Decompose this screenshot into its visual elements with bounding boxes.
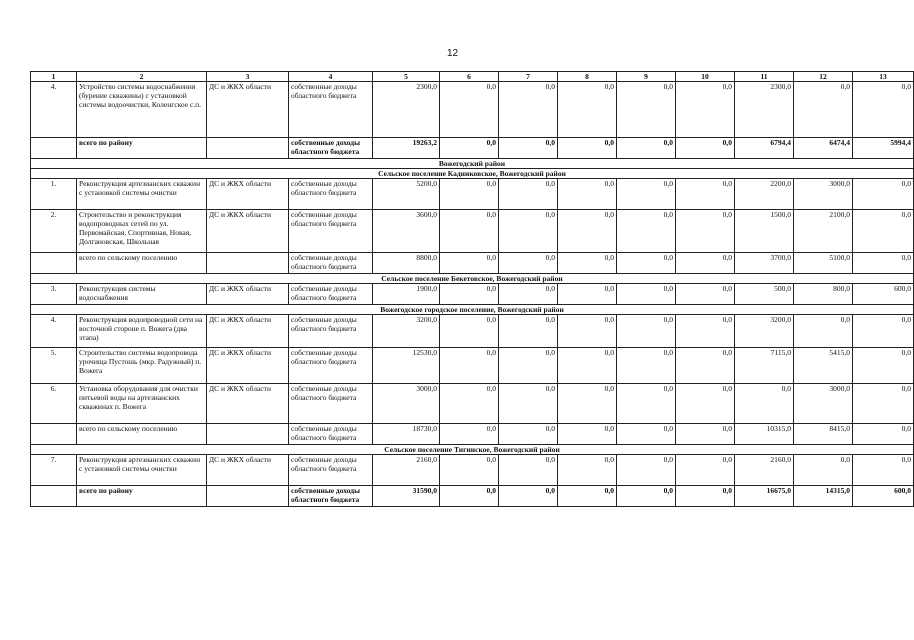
section-title: Сельское поселение Тигинское, Вожегодский район <box>31 445 914 455</box>
amount-cell: 800,0 <box>794 284 853 305</box>
amount-cell: 3200,0 <box>373 315 440 348</box>
amount-cell: 1500,0 <box>735 210 794 253</box>
budget-table <box>30 71 914 507</box>
amount-cell: 0,0 <box>440 138 499 159</box>
executor: ДС и ЖКХ области <box>207 210 289 253</box>
amount-cell: 0,0 <box>558 455 617 486</box>
amount-cell: 0,0 <box>853 210 914 253</box>
project-name: Установка оборудования для очистки питьевой воды на артезианских скважинах п. Вожега <box>77 384 207 424</box>
amount-cell: 0,0 <box>676 253 735 274</box>
amount-cell: 0,0 <box>676 179 735 210</box>
table-row <box>31 179 914 210</box>
funding-source: собственные доходы областного бюджета <box>289 82 373 138</box>
amount-cell: 0,0 <box>617 284 676 305</box>
amount-cell: 0,0 <box>617 82 676 138</box>
amount-cell: 0,0 <box>499 315 558 348</box>
amount-cell: 14315,0 <box>794 486 853 507</box>
amount-cell: 0,0 <box>440 253 499 274</box>
amount-cell: 0,0 <box>853 455 914 486</box>
column-number: 1 <box>31 72 77 82</box>
amount-cell: 0,0 <box>499 253 558 274</box>
funding-source: собственные доходы областного бюджета <box>289 486 373 507</box>
amount-cell: 7115,0 <box>735 348 794 384</box>
amount-cell: 600,0 <box>853 284 914 305</box>
column-number: 11 <box>735 72 794 82</box>
amount-cell: 0,0 <box>558 253 617 274</box>
amount-cell: 2100,0 <box>794 210 853 253</box>
section-header-row <box>31 305 914 315</box>
row-number: 1. <box>31 179 77 210</box>
table-row <box>31 455 914 486</box>
amount-cell: 0,0 <box>558 315 617 348</box>
amount-cell: 0,0 <box>676 486 735 507</box>
amount-cell: 0,0 <box>676 455 735 486</box>
page-number: 12 <box>446 48 459 59</box>
amount-cell: 0,0 <box>440 384 499 424</box>
column-number: 4 <box>289 72 373 82</box>
funding-source: собственные доходы областного бюджета <box>289 253 373 274</box>
executor: ДС и ЖКХ области <box>207 384 289 424</box>
amount-cell: 0,0 <box>853 348 914 384</box>
row-number: 5. <box>31 348 77 384</box>
amount-cell: 2300,0 <box>373 82 440 138</box>
amount-cell: 3700,0 <box>735 253 794 274</box>
project-name: Строительство и реконструкция водопроводных сетей по ул. Первомайская, Спортивная, Новая, Долгановская, Школьная <box>77 210 207 253</box>
amount-cell: 0,0 <box>558 82 617 138</box>
executor: ДС и ЖКХ области <box>207 455 289 486</box>
amount-cell: 1900,0 <box>373 284 440 305</box>
amount-cell: 19263,2 <box>373 138 440 159</box>
project-name: всего по району <box>77 138 207 159</box>
amount-cell: 2160,0 <box>373 455 440 486</box>
amount-cell: 0,0 <box>440 486 499 507</box>
amount-cell: 0,0 <box>499 138 558 159</box>
amount-cell: 0,0 <box>499 210 558 253</box>
column-number: 13 <box>853 72 914 82</box>
project-name: Реконструкция артезианских скважин с установкой системы очистки <box>77 455 207 486</box>
column-number: 3 <box>207 72 289 82</box>
amount-cell: 5200,0 <box>373 179 440 210</box>
funding-source: собственные доходы областного бюджета <box>289 384 373 424</box>
amount-cell: 18730,0 <box>373 424 440 445</box>
amount-cell: 0,0 <box>440 315 499 348</box>
amount-cell: 0,0 <box>735 384 794 424</box>
section-header-row <box>31 159 914 169</box>
amount-cell: 0,0 <box>853 315 914 348</box>
executor: ДС и ЖКХ области <box>207 315 289 348</box>
amount-cell: 0,0 <box>676 284 735 305</box>
row-number <box>31 486 77 507</box>
executor: ДС и ЖКХ области <box>207 179 289 210</box>
section-title: Вожегодский район <box>31 159 914 169</box>
executor <box>207 424 289 445</box>
funding-source: собственные доходы областного бюджета <box>289 179 373 210</box>
amount-cell: 0,0 <box>794 455 853 486</box>
table-row <box>31 253 914 274</box>
row-number: 3. <box>31 284 77 305</box>
row-number: 4. <box>31 82 77 138</box>
project-name: Реконструкция системы водоснабжения <box>77 284 207 305</box>
amount-cell: 0,0 <box>440 210 499 253</box>
amount-cell: 5994,4 <box>853 138 914 159</box>
amount-cell: 0,0 <box>676 348 735 384</box>
amount-cell: 600,0 <box>853 486 914 507</box>
project-name: Устройство системы водоснабжения (бурение скважины) с установкой системы водоочистки, Коленгское с.п. <box>77 82 207 138</box>
amount-cell: 3600,0 <box>373 210 440 253</box>
amount-cell: 0,0 <box>440 424 499 445</box>
table-row <box>31 138 914 159</box>
column-number: 8 <box>558 72 617 82</box>
amount-cell: 0,0 <box>676 384 735 424</box>
executor: ДС и ЖКХ области <box>207 348 289 384</box>
table-row <box>31 384 914 424</box>
section-title: Сельское поселение Бекетовское, Вожегодский район <box>31 274 914 284</box>
amount-cell: 0,0 <box>617 179 676 210</box>
amount-cell: 0,0 <box>853 179 914 210</box>
amount-cell: 0,0 <box>440 179 499 210</box>
amount-cell: 0,0 <box>558 210 617 253</box>
project-name: всего по району <box>77 486 207 507</box>
section-header-row <box>31 445 914 455</box>
amount-cell: 5415,0 <box>794 348 853 384</box>
amount-cell: 0,0 <box>676 138 735 159</box>
amount-cell: 0,0 <box>558 348 617 384</box>
project-name: Реконструкция артезианских скважин с установкой системы очистки <box>77 179 207 210</box>
row-number: 7. <box>31 455 77 486</box>
funding-source: собственные доходы областного бюджета <box>289 424 373 445</box>
table-row <box>31 82 914 138</box>
project-name: Строительство системы водопровода урочища Пустошь (мкр. Радужный) п. Вожега <box>77 348 207 384</box>
row-number <box>31 138 77 159</box>
funding-source: собственные доходы областного бюджета <box>289 348 373 384</box>
amount-cell: 3000,0 <box>373 384 440 424</box>
amount-cell: 0,0 <box>440 348 499 384</box>
row-number <box>31 424 77 445</box>
amount-cell: 16675,0 <box>735 486 794 507</box>
amount-cell: 10315,0 <box>735 424 794 445</box>
amount-cell: 0,0 <box>499 348 558 384</box>
amount-cell: 6794,4 <box>735 138 794 159</box>
section-title: Вожегодское городское поселение, Вожегодский район <box>31 305 914 315</box>
project-name: всего по сельскому поселению <box>77 424 207 445</box>
table-row <box>31 210 914 253</box>
amount-cell: 0,0 <box>499 486 558 507</box>
column-number: 2 <box>77 72 207 82</box>
executor: ДС и ЖКХ области <box>207 284 289 305</box>
amount-cell: 0,0 <box>558 424 617 445</box>
amount-cell: 2300,0 <box>735 82 794 138</box>
column-number: 6 <box>440 72 499 82</box>
amount-cell: 0,0 <box>617 348 676 384</box>
column-number: 10 <box>676 72 735 82</box>
column-number: 9 <box>617 72 676 82</box>
row-number <box>31 253 77 274</box>
amount-cell: 0,0 <box>499 284 558 305</box>
amount-cell: 2160,0 <box>735 455 794 486</box>
executor <box>207 486 289 507</box>
amount-cell: 500,0 <box>735 284 794 305</box>
section-title: Сельское поселение Кадниковское, Вожегодский район <box>31 169 914 179</box>
amount-cell: 6474,4 <box>794 138 853 159</box>
amount-cell: 0,0 <box>617 253 676 274</box>
executor <box>207 138 289 159</box>
amount-cell: 0,0 <box>794 315 853 348</box>
table-row <box>31 424 914 445</box>
amount-cell: 0,0 <box>499 179 558 210</box>
row-number: 6. <box>31 384 77 424</box>
row-number: 2. <box>31 210 77 253</box>
amount-cell: 0,0 <box>617 315 676 348</box>
amount-cell: 0,0 <box>617 210 676 253</box>
amount-cell: 0,0 <box>617 424 676 445</box>
amount-cell: 3000,0 <box>794 179 853 210</box>
amount-cell: 2200,0 <box>735 179 794 210</box>
amount-cell: 3000,0 <box>794 384 853 424</box>
amount-cell: 0,0 <box>440 284 499 305</box>
table-row <box>31 315 914 348</box>
funding-source: собственные доходы областного бюджета <box>289 138 373 159</box>
project-name: Реконструкция водопроводной сети на восточной стороне п. Вожега (два этапа) <box>77 315 207 348</box>
amount-cell: 0,0 <box>558 179 617 210</box>
amount-cell: 5100,0 <box>794 253 853 274</box>
amount-cell: 12530,0 <box>373 348 440 384</box>
amount-cell: 0,0 <box>440 455 499 486</box>
amount-cell: 0,0 <box>676 315 735 348</box>
amount-cell: 0,0 <box>499 455 558 486</box>
column-number: 12 <box>794 72 853 82</box>
executor: ДС и ЖКХ области <box>207 82 289 138</box>
amount-cell: 0,0 <box>617 455 676 486</box>
column-number-row <box>31 72 914 82</box>
amount-cell: 0,0 <box>676 424 735 445</box>
project-name: всего по сельскому поселению <box>77 253 207 274</box>
amount-cell: 0,0 <box>617 384 676 424</box>
amount-cell: 8800,0 <box>373 253 440 274</box>
table-row <box>31 284 914 305</box>
funding-source: собственные доходы областного бюджета <box>289 284 373 305</box>
row-number: 4. <box>31 315 77 348</box>
funding-source: собственные доходы областного бюджета <box>289 315 373 348</box>
amount-cell: 0,0 <box>558 138 617 159</box>
column-number: 7 <box>499 72 558 82</box>
amount-cell: 0,0 <box>558 284 617 305</box>
amount-cell: 0,0 <box>794 82 853 138</box>
section-header-row <box>31 274 914 284</box>
amount-cell: 0,0 <box>853 424 914 445</box>
column-number: 5 <box>373 72 440 82</box>
amount-cell: 0,0 <box>558 384 617 424</box>
amount-cell: 0,0 <box>499 82 558 138</box>
amount-cell: 0,0 <box>853 253 914 274</box>
amount-cell: 0,0 <box>558 486 617 507</box>
amount-cell: 3200,0 <box>735 315 794 348</box>
table-row <box>31 348 914 384</box>
amount-cell: 0,0 <box>676 82 735 138</box>
amount-cell: 0,0 <box>440 82 499 138</box>
amount-cell: 8415,0 <box>794 424 853 445</box>
amount-cell: 0,0 <box>853 384 914 424</box>
amount-cell: 0,0 <box>499 384 558 424</box>
amount-cell: 0,0 <box>617 486 676 507</box>
funding-source: собственные доходы областного бюджета <box>289 455 373 486</box>
funding-source: собственные доходы областного бюджета <box>289 210 373 253</box>
amount-cell: 0,0 <box>617 138 676 159</box>
amount-cell: 0,0 <box>676 210 735 253</box>
table-row <box>31 486 914 507</box>
amount-cell: 0,0 <box>853 82 914 138</box>
executor <box>207 253 289 274</box>
amount-cell: 31590,0 <box>373 486 440 507</box>
amount-cell: 0,0 <box>499 424 558 445</box>
section-header-row <box>31 169 914 179</box>
